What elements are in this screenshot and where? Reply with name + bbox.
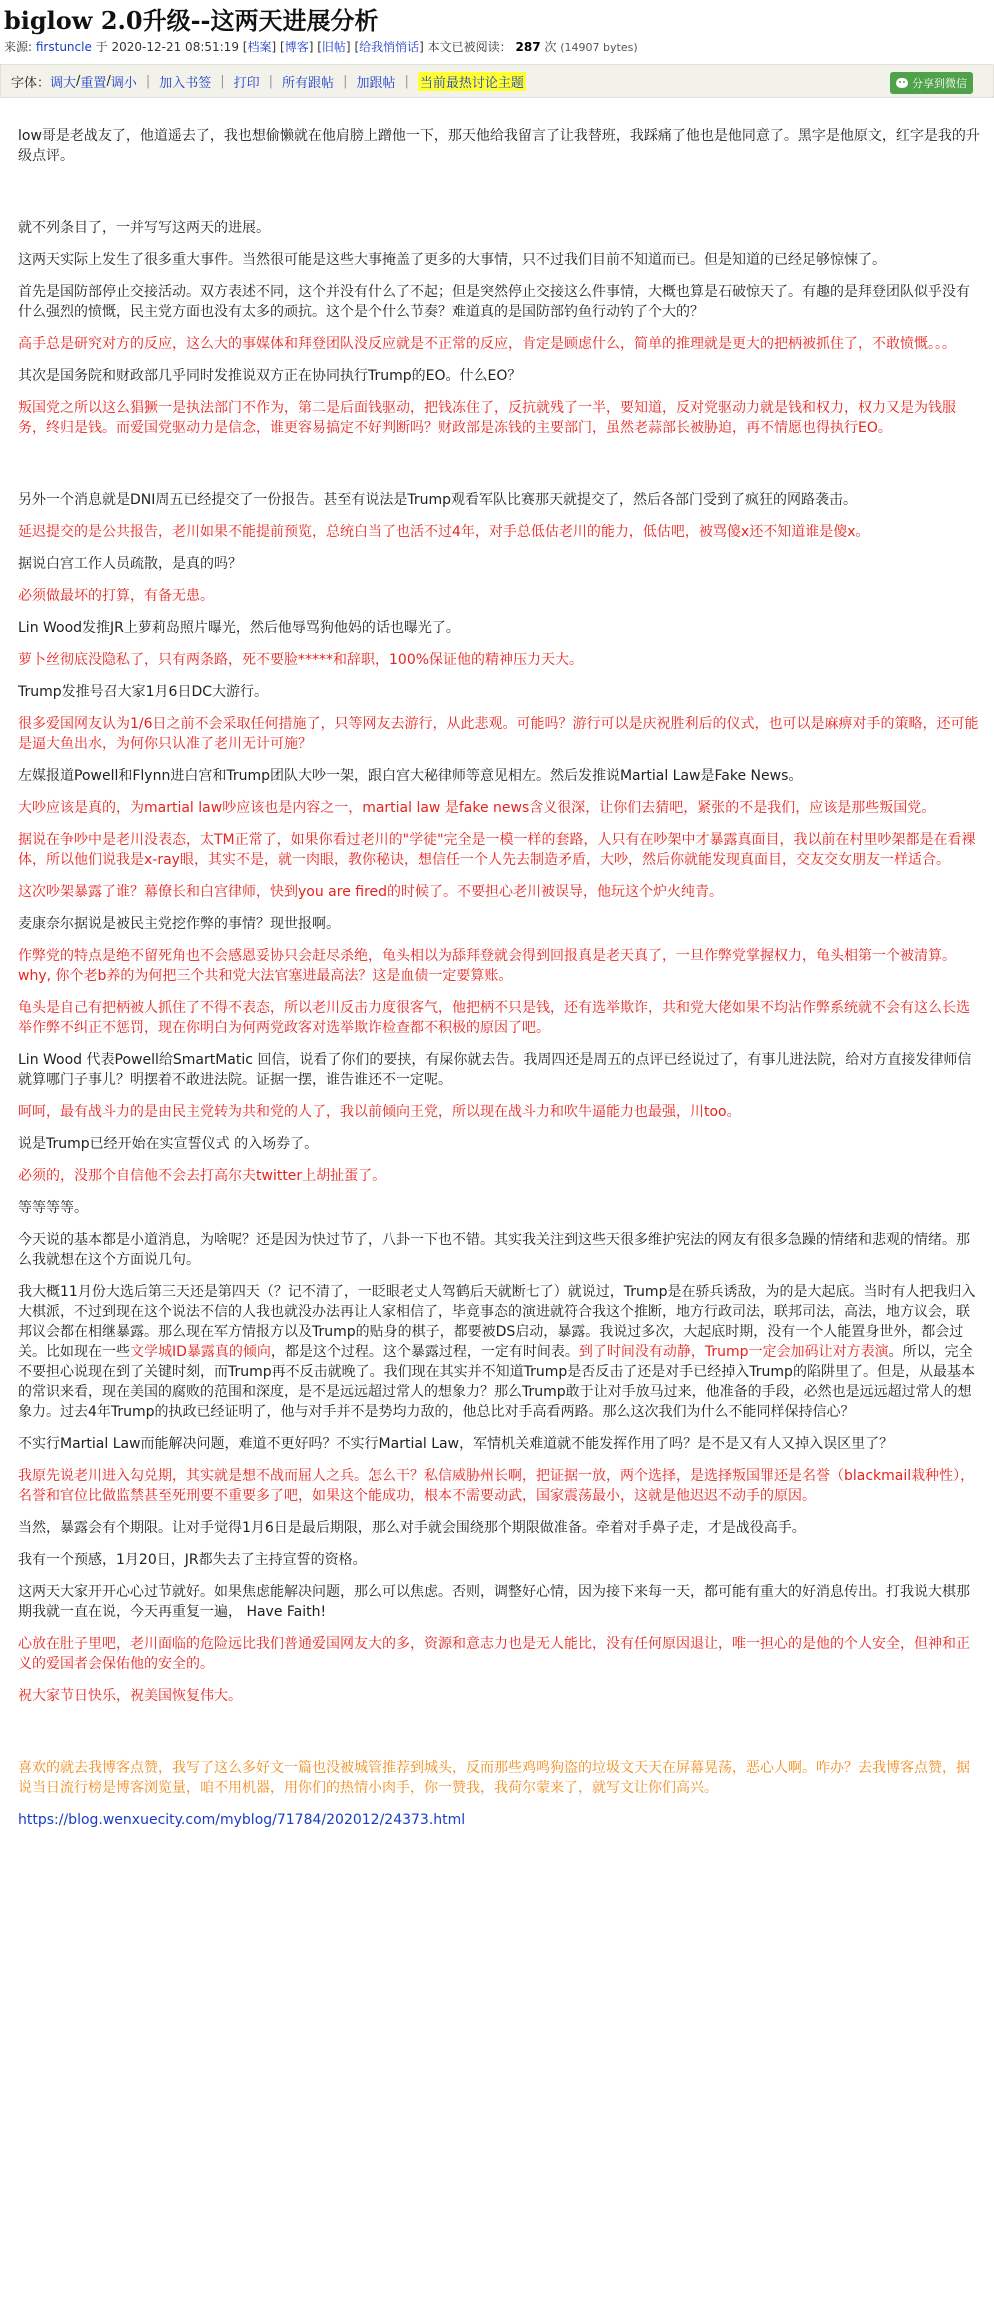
reads-unit: 次 bbox=[544, 40, 557, 54]
page-title bbox=[0, 0, 994, 35]
paragraph: 据说白宫工作人员疏散，是真的吗？ bbox=[18, 556, 242, 572]
bookmark-link[interactable]: 加入书签 bbox=[159, 75, 212, 91]
comment-paragraph: 必须做最坏的打算，有备无患。 bbox=[18, 588, 214, 604]
paragraph: 首先是国防部停止交接活动。双方表述不同，这个并没有什么了不起；但是突然停止交接这么件事情，大概也算是石破惊天了。有趣的是拜登团队似乎没有什么强烈的愤慨，民主党方面也没有太多的顽抗。这个是个什么节奏？难道真的是国防部钓鱼行动钓了个大的？ bbox=[18, 284, 970, 320]
hot-topics-link[interactable]: 当前最热讨论主题 bbox=[418, 72, 526, 91]
title-bold: biglow 2.0 bbox=[4, 6, 143, 35]
paragraph: 这两天实际上发生了很多重大事件。当然很可能是这些大事掩盖了更多的大事情，只不过我们目前不知道而已。但是知道的已经足够惊悚了。 bbox=[18, 252, 886, 268]
comment-paragraph: 我原先说老川进入勾兑期，其实就是想不战而屈人之兵。怎么干？私信威胁州长啊，把证据一放，两个选择，是选择叛国罪还是名誉（blackmail栽种性），名誉和官位比做监禁甚至死刑要不重要多了吧，如果这个能成功，根本不需要动武，国家震荡最小，这就是他迟迟不动手的原因。 bbox=[18, 1468, 975, 1504]
comment-paragraph: 这次吵架暴露了谁？幕僚长和白宫律师，快到you are fired的时候了。不要担心老川被误导，他玩这个炉火纯青。 bbox=[18, 884, 724, 900]
paragraph: Trump发推号召大家1月6日DC大游行。 bbox=[18, 684, 269, 700]
font-bigger-link[interactable]: 调大 bbox=[50, 75, 77, 91]
comment-paragraph: 萝卜丝彻底没隐私了，只有两条路，死不要脸*****和辞职，100%保证他的精神压力天大。 bbox=[18, 652, 584, 668]
paragraph: 当然，暴露会有个期限。让对手觉得1月6日是最后期限，那么对手就会围绕那个期限做准备。牵着对手鼻子走，才是战役高手。 bbox=[18, 1520, 806, 1536]
comment-paragraph: 龟头是自己有把柄被人抓住了不得不表态，所以老川反击力度很客气，他把柄不只是钱，还有选举欺诈，共和党大佬如果不均沾作弊系统就不会有这么长选举作弊不纠正不惩罚，现在你明白为何两党政客对选举欺诈检查都不积极的原因了吧。 bbox=[18, 1000, 970, 1036]
print-link[interactable]: 打印 bbox=[233, 75, 260, 91]
paragraph: 麦康奈尔据说是被民主党挖作弊的事情？现世报啊。 bbox=[18, 916, 340, 932]
paragraph: 我有一个预感，1月20日，JR都失去了主持宣誓的资格。 bbox=[18, 1552, 367, 1568]
paragraph: Lin Wood 代表Powell给SmartMatic 回信，说看了你们的要挟，有屎你就去告。我周四还是周五的点评已经说过了，有事儿进法院，给对方直接发律师信就算哪门子事儿？明摆着不敢进法院。证据一摆，谁告谁还不一定呢。 bbox=[18, 1052, 972, 1088]
comment-paragraph: 祝大家节日快乐，祝美国恢复伟大。 bbox=[18, 1688, 242, 1704]
paragraph: 今天说的基本都是小道消息，为啥呢？还是因为快过节了，八卦一下也不错。其实我关注到这些天很多维护宪法的网友有很多急躁的情绪和悲观的情绪。那么我就想在这个方面说几句。 bbox=[18, 1232, 970, 1268]
all-replies-link[interactable]: 所有跟帖 bbox=[282, 75, 335, 91]
blog-link[interactable]: 博客 bbox=[284, 40, 309, 54]
comment-paragraph: 很多爱国网友认为1/6日之前不会采取任何措施了，只等网友去游行，从此悲观。可能吗？游行可以是庆祝胜利后的仪式，也可以是麻痹对手的策略，还可能是逼大鱼出水，为何你只认准了老川无计可施？ bbox=[18, 716, 979, 752]
comment-paragraph: 延迟提交的是公共报告，老川如果不能提前预览，总统白当了也活不过4年，对手总低估老川的能力，低估吧，被骂傻x还不知道谁是傻x。 bbox=[18, 524, 870, 540]
reads-count: 287 bbox=[515, 40, 541, 54]
article-body bbox=[0, 126, 994, 1830]
comment-paragraph: 叛国党之所以这么猖獗一是执法部门不作为，第二是后面钱驱动，把钱冻住了，反抗就残了一半，要知道，反对党驱动力就是钱和权力，权力又是为钱服务，终归是钱。而爱国党驱动力是信念，谁更容易搞定不好判断吗？财政部是冻钱的主要部门，虽然老蒜部长被胁迫，再不情愿也得执行EO。 bbox=[18, 400, 956, 436]
comment-paragraph: 大吵应该是真的，为martial law吵应该也是内容之一，martial law 是fake news含义很深，让你们去猜吧，紧张的不是我们，应该是那些叛国党。 bbox=[18, 800, 936, 816]
divider: | bbox=[268, 73, 274, 89]
comment-paragraph: 呵呵，最有战斗力的是由民主党转为共和党的人了，我以前倾向王党，所以现在战斗力和吹牛逼能力也最强，川too。 bbox=[18, 1104, 741, 1120]
article-url-link[interactable]: https://blog.wenxuecity.com/myblog/71784/202012/24373.html bbox=[18, 1812, 466, 1828]
old-posts-link[interactable]: 旧帖 bbox=[321, 40, 346, 54]
paragraph: Lin Wood发推JR上萝莉岛照片曝光，然后他辱骂狗他妈的话也曝光了。 bbox=[18, 620, 460, 636]
footer-note: 喜欢的就去我博客点赞，我写了这么多好文一篇也没被城管推荐到城头，反而那些鸡鸣狗盗的垃圾文天天在屏幕晃荡，恶心人啊。咋办？去我博客点赞，据说当日流行榜是博客浏览量，咱不用机器，用你们的热情小肉手，你一赞我，我荷尔蒙来了，就写文让你们高兴。 bbox=[18, 1760, 970, 1796]
paragraph: 其次是国务院和财政部几乎同时发推说双方正在协同执行Trump的EO。什么EO？ bbox=[18, 368, 522, 384]
paragraph: 另外一个消息就是DNI周五已经提交了一份报告。甚至有说法是Trump观看军队比赛那天就提交了，然后各部门受到了疯狂的网路袭击。 bbox=[18, 492, 858, 508]
comment-paragraph: 据说在争吵中是老川没表态，太TM正常了，如果你看过老川的"学徒"完全是一模一样的套路，人只有在吵架中才暴露真面目，我以前在村里吵架都是在看裸体，所以他们说我是x-ray眼，其实不是，就一肉眼，教你秘诀，想信任一个人先去制造矛盾，大吵，然后你就能发现真面目，交友交女朋友一样适合。 bbox=[18, 832, 976, 868]
toolbar: 字体： 调大 / 重置 / 调小 | 加入书签 | 打印 | 所有跟帖 | 加跟帖 | 当前最热讨论主题 分享到微信 bbox=[0, 64, 994, 98]
comment-paragraph: 心放在肚子里吧，老川面临的危险远比我们普通爱国网友大的多，资源和意志力也是无人能比，没有任何原因退让，唯一担心的是他的个人安全，但神和正义的爱国者会保佑他的安全的。 bbox=[18, 1636, 970, 1672]
author-link[interactable]: firstuncle bbox=[35, 40, 92, 54]
post-size: (14907 bytes) bbox=[560, 41, 638, 54]
divider: | bbox=[343, 73, 348, 89]
source-label: 来源: bbox=[4, 40, 33, 54]
paragraph: 说是Trump已经开始在实宣誓仪式 的入场券了。 bbox=[18, 1136, 319, 1152]
paragraph: 这两天大家开开心心过节就好。如果焦虑能解决问题，那么可以焦虑。否则，调整好心情，因为接下来每一天，都可能有重大的好消息传出。打我说大棋那期我就一直在说，今天再重复一遍， Have Faith! bbox=[18, 1584, 970, 1620]
font-label: 字体： bbox=[11, 75, 51, 91]
paragraph: 不实行Martial Law而能解决问题，难道不更好吗？不实行Martial Law，军情机关难道就不能发挥作用了吗？是不是又有人又掉入误区里了？ bbox=[18, 1436, 894, 1452]
share-wechat-button[interactable] bbox=[890, 72, 973, 94]
wechat-icon bbox=[896, 78, 908, 88]
post-meta: 来源: firstuncle 于 2020-12-21 08:51:19 [档案] [博客] [旧帖] [给我悄悄话] 本文已被阅读： 287 次 (14907 bytes) bbox=[4, 40, 638, 54]
divider: | bbox=[145, 73, 151, 89]
font-reset-link[interactable]: 重置 bbox=[80, 75, 107, 91]
private-message-link[interactable]: 给我悄悄话 bbox=[359, 40, 420, 54]
add-reply-link[interactable]: 加跟帖 bbox=[356, 75, 396, 91]
comment-paragraph: 作弊党的特点是绝不留死角也不会感恩妥协只会赶尽杀绝，龟头相以为舔拜登就会得到回报真是老天真了，一旦作弊党掌握权力，龟头相第一个被清算。why, 你个老b养的为何把三个共和党大法官塞进最高法？这是血债一定要算账。 bbox=[18, 948, 956, 984]
font-smaller-link[interactable]: 调小 bbox=[110, 75, 137, 91]
post-datetime: 于 2020-12-21 08:51:19 bbox=[95, 40, 239, 54]
comment-paragraph: 必须的，没那个自信他不会去打高尔夫twitter上胡扯蛋了。 bbox=[18, 1168, 387, 1184]
title-rest: 升级--这两天进展分析 bbox=[142, 6, 379, 35]
paragraph: 左媒报道Powell和Flynn进白宫和Trump团队大吵一架，跟白宫大秘律师等意见相左。然后发推说Martial Law是Fake News。 bbox=[18, 768, 803, 784]
paragraph: 就不列条目了，一并写写这两天的进展。 bbox=[18, 220, 270, 236]
archive-link[interactable]: 档案 bbox=[247, 40, 272, 54]
divider: | bbox=[220, 73, 225, 89]
paragraph: 我大概11月份大选后第三天还是第四天（？记不清了，一眨眼老丈人驾鹤后天就断七了）就说过，Trump是在骄兵诱敌，为的是大起底。当时有人把我归入大棋派，不过到现在这个说法不信的人我也就没办法再让人家相信了，毕竟事态的演进就符合我这个推断，地方行政司法，联邦司法，高法，地方议会，联邦议会都在相继暴露。那么现在军方情报方以及Trump的贴身的棋子，都要被DS启动，暴露。我说过多次，大起底时期，没有一个人能置身世外，都会过关。比如现在一些文学城ID暴露真的倾向，都是这个过程。这个暴露过程，一定有时间表。到了时间没有动静，Trump一定会加码让对方表演。所以，完全不要担心说现在到了关键时刻，而Trump再不反击就晚了。我们现在其实并不知道Trump是否反击了还是对手已经掉入Trump的陷阱里了。但是，从最基本的常识来看，现在美国的腐败的范围和深度，是不是远远超过常人的想象力？那么Trump敢于让对手放马过来，他准备的手段，必然也是远远超过常人的想象力。过去4年Trump的执政已经证明了，他与对手并不是势均力敌的，他总比对手高看两路。那么这次我们为什么不能同样保持信心？ bbox=[18, 1284, 976, 1420]
highlight-text: 文学城ID暴露真的倾向 bbox=[130, 1344, 271, 1360]
reads-label: 本文已被阅读： bbox=[427, 40, 512, 54]
paragraph: 等等等等。 bbox=[18, 1200, 88, 1216]
comment-paragraph: 高手总是研究对方的反应，这么大的事媒体和拜登团队没反应就是不正常的反应，肯定是顾虑什么，简单的推理就是更大的把柄被抓住了，不敢愤慨。。。 bbox=[18, 336, 956, 352]
paragraph: low哥是老战友了，他道遥去了，我也想偷懒就在他肩膀上蹭他一下，那天他给我留言了让我替班，我踩痛了他也是他同意了。黑字是他原文，红字是我的升级点评。 bbox=[18, 128, 980, 164]
divider: | bbox=[404, 73, 409, 89]
share-wechat-label: 分享到微信 bbox=[912, 77, 967, 90]
highlight-text: 到了时间没有动静，Trump一定会加码让对方表演 bbox=[578, 1344, 889, 1360]
